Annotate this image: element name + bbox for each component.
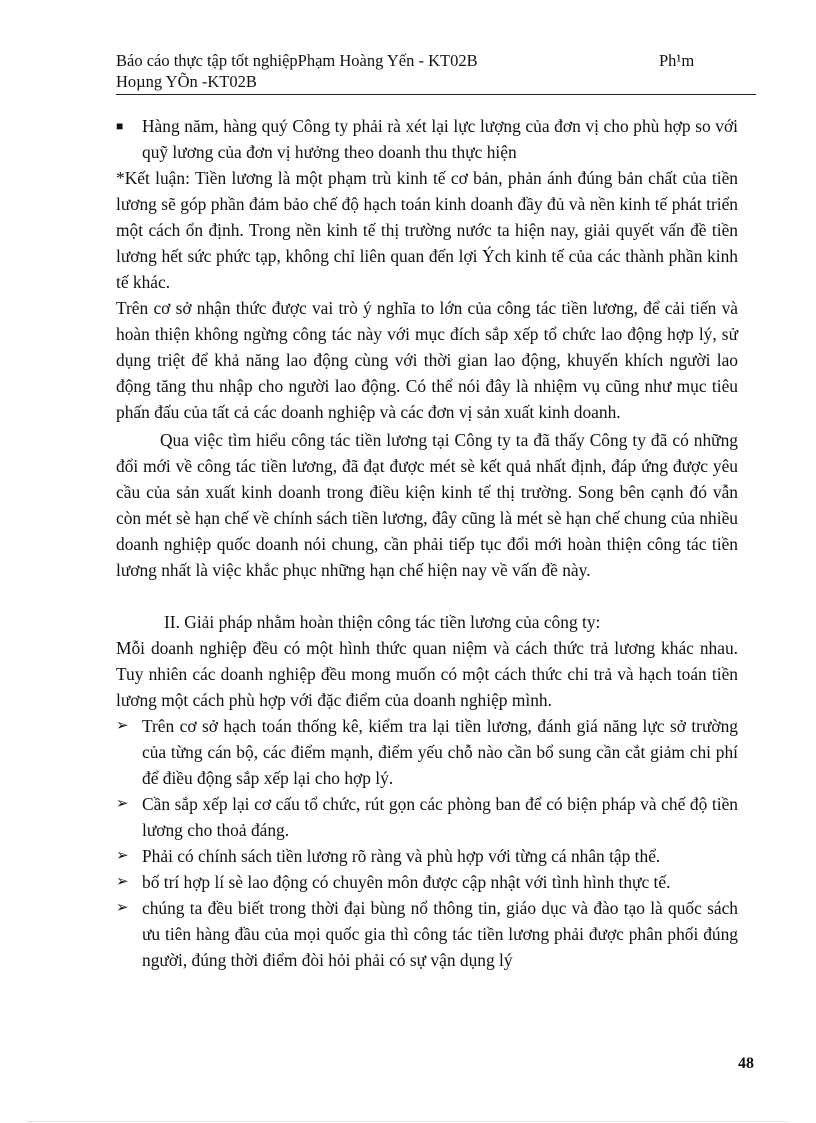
header-title: Báo cáo thực tập tốt nghiệpPhạm Hoàng Yến - KT02B xyxy=(116,51,478,70)
arrow-bullet-icon: ➢ xyxy=(116,848,129,864)
arrow-bullet-icon: ➢ xyxy=(116,874,129,890)
page-bottom-border xyxy=(28,1121,788,1122)
intro-paragraph: Mỗi doanh nghiệp đều có một hình thức quan niệm và cách thức trả lương khác nhau. Tuy nhiên các doanh nghiệp đều mong muốn có một cách thức chi trả và hạch toán tiền lương một cách phù hợp với đặc điểm của doanh nghiệp mình. xyxy=(116,638,738,710)
arrow-bullet-icon: ➢ xyxy=(116,718,129,734)
page-header xyxy=(116,50,756,92)
list-item xyxy=(116,713,738,791)
list-item xyxy=(116,791,738,843)
page-number: 48 xyxy=(738,1055,754,1072)
square-bullet-icon: ■ xyxy=(116,119,124,133)
list-item-text: chúng ta đều biết trong thời đại bùng nổ thông tin, giáo dục và đào tạo là quốc sách ưu tiên hàng đầu của mọi quốc gia thì công tác tiền lương phải được phân phối đúng người, đúng thời điểm đòi hỏi phải có sự vận dụng lý xyxy=(142,898,738,970)
list-item-text: Phải có chính sách tiền lương rõ ràng và phù hợp với từng cá nhân tập thể. xyxy=(142,846,661,866)
header-author-garbled: Ph¹m xyxy=(659,51,695,70)
page-body xyxy=(116,113,738,973)
header-author-line: Hoµng YÕn -KT02B xyxy=(116,72,257,91)
list-item xyxy=(116,869,738,895)
bullet-item-text: Hàng năm, hàng quý Công ty phải rà xét lại lực lượng của đơn vị cho phù hợp so với quỹ lương của đơn vị hưởng theo doanh thu thực hiện xyxy=(142,116,738,162)
header-divider xyxy=(116,94,756,95)
research-paragraph: Qua việc tìm hiểu công tác tiền lương tại Công ty ta đã thấy Công ty đã có những đổi mới về công tác tiền lương, đã đạt được mét sè kết quả nhất định, đáp ứng được yêu cầu của sản xuất kinh doanh trong điều kiện kinh tế thị trường. Song bên cạnh đó vẫn còn mét sè hạn chế về chính sách tiền lương, đây cũng là mét sè hạn chế chung của nhiều doanh nghiệp quốc doanh nói chung, cần phải tiếp tục đổi mới hoàn thiện công tác tiền lương nhất là việc khắc phục những hạn chế hiện nay về vấn đề này. xyxy=(116,430,738,580)
arrow-bullet-icon: ➢ xyxy=(116,900,129,916)
list-item-text: Trên cơ sở hạch toán thống kê, kiểm tra lại tiền lương, đánh giá năng lực sở trường của từng cán bộ, các điểm mạnh, điểm yếu chỗ nào cần bổ sung cần cắt giảm chi phí để điều động sắp xếp lại cho hợp lý. xyxy=(142,716,738,788)
list-item-text: Cần sắp xếp lại cơ cấu tổ chức, rút gọn các phòng ban để có biện pháp và chế độ tiền lương cho thoả đáng. xyxy=(142,794,738,840)
spacer xyxy=(116,583,738,609)
bullet-item xyxy=(116,113,738,165)
list-item xyxy=(116,843,738,869)
awareness-paragraph: Trên cơ sở nhận thức được vai trò ý nghĩa to lớn của công tác tiền lương, để cải tiến và hoàn thiện không ngừng công tác này với mục đích sắp xếp tổ chức lao động hợp lý, sử dụng triệt để khả năng lao động cùng với thời gian lao động, khuyến khích người lao động tăng thu nhập cho người lao động. Có thể nói đây là nhiệm vụ cũng như mục tiêu phấn đấu của tất cả các doanh nghiệp và các đơn vị sản xuất kinh doanh. xyxy=(116,298,738,422)
arrow-bullet-icon: ➢ xyxy=(116,796,129,812)
conclusion-paragraph: *Kết luận: Tiền lương là một phạm trù kinh tế cơ bản, phản ánh đúng bản chất của tiền lương sẽ góp phần đảm bảo chế độ hạch toán kinh doanh đầy đủ và nền kinh tế phát triển một cách ổn định. Trong nền kinh tế thị trường nước ta hiện nay, giải quyết vấn đề tiền lương hết sức phức tạp, không chỉ liên quan đến lợi Ých kinh tế của các thành phần kinh tế khác. xyxy=(116,168,738,292)
section-heading: II. Giải pháp nhằm hoàn thiện công tác tiền lương của công ty: xyxy=(164,612,601,632)
list-item xyxy=(116,895,738,973)
list-item-text: bố trí hợp lí sè lao động có chuyên môn được cập nhật với tình hình thực tế. xyxy=(142,872,671,892)
